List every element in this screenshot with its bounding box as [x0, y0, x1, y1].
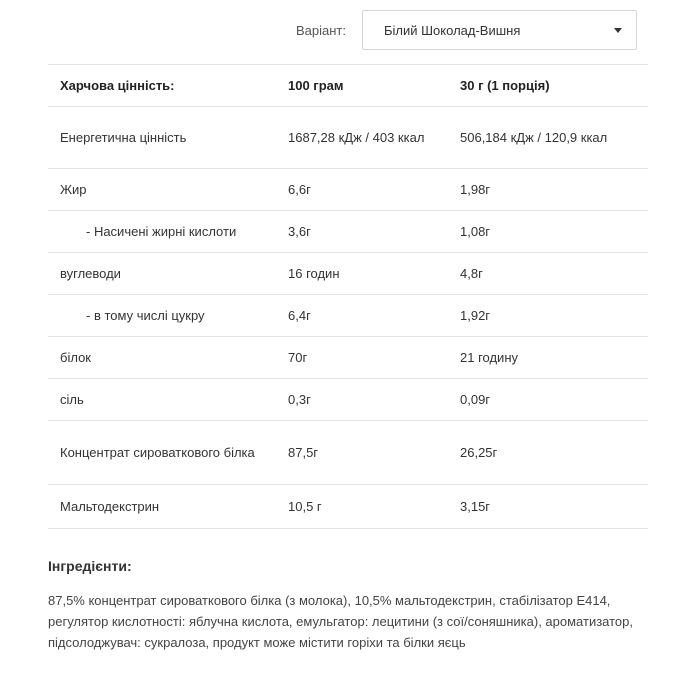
row-per-serving: 506,184 кДж / 120,9 ккал [448, 107, 648, 169]
ingredients-title: Інгредієнти: [48, 558, 132, 574]
table-row [48, 337, 648, 379]
variant-selector [296, 10, 637, 50]
table-row [48, 295, 648, 337]
row-per-100g: 70г [276, 337, 448, 379]
row-per-100g: 10,5 г [276, 485, 448, 529]
chevron-down-icon [614, 28, 622, 33]
variant-dropdown[interactable] [362, 10, 637, 50]
nutrition-table [48, 64, 648, 529]
header-per-serving: 30 г (1 порція) [448, 65, 648, 107]
row-name: Мальтодекстрин [48, 485, 276, 529]
row-per-100g: 6,6г [276, 169, 448, 211]
variant-label: Варіант: [296, 22, 346, 38]
row-name: Концентрат сироваткового білка [48, 421, 276, 485]
row-per-100g: 1687,28 кДж / 403 ккал [276, 107, 448, 169]
row-name: вуглеводи [48, 253, 276, 295]
row-name: Жир [48, 169, 276, 211]
row-per-100g: 3,6г [276, 211, 448, 253]
table-row [48, 379, 648, 421]
row-per-serving: 4,8г [448, 253, 648, 295]
row-name: - Насичені жирні кислоти [48, 211, 276, 253]
row-per-serving: 3,15г [448, 485, 648, 529]
row-name: - в тому числі цукру [48, 295, 276, 337]
row-per-serving: 26,25г [448, 421, 648, 485]
row-per-serving: 1,98г [448, 169, 648, 211]
table-row [48, 253, 648, 295]
row-name: білок [48, 337, 276, 379]
row-per-serving: 1,92г [448, 295, 648, 337]
variant-selected-value: Білий Шоколад-Вишня [384, 22, 521, 38]
ingredients-text: 87,5% концентрат сироваткового білка (з молока), 10,5% мальтодекстрин, стабілізатор E414, регулятор кислотності: яблучна кислота, емульгатор: лецитини (з сої/соняшника), ароматизатор, підсолоджувач: сукралоза, продукт може містити горіхи та білки яєць [48, 593, 634, 650]
table-row [48, 421, 648, 485]
header-nutrition: Харчова цінність: [48, 65, 276, 107]
row-per-100g: 0,3г [276, 379, 448, 421]
table-header-row [48, 65, 648, 107]
row-per-serving: 0,09г [448, 379, 648, 421]
table-row [48, 485, 648, 529]
row-per-100g: 16 годин [276, 253, 448, 295]
table-row [48, 107, 648, 169]
row-per-100g: 87,5г [276, 421, 448, 485]
row-name: Енергетична цінність [48, 107, 276, 169]
header-per-100g: 100 грам [276, 65, 448, 107]
row-per-100g: 6,4г [276, 295, 448, 337]
table-row [48, 169, 648, 211]
table-row [48, 211, 648, 253]
row-per-serving: 21 годину [448, 337, 648, 379]
row-per-serving: 1,08г [448, 211, 648, 253]
row-name: сіль [48, 379, 276, 421]
